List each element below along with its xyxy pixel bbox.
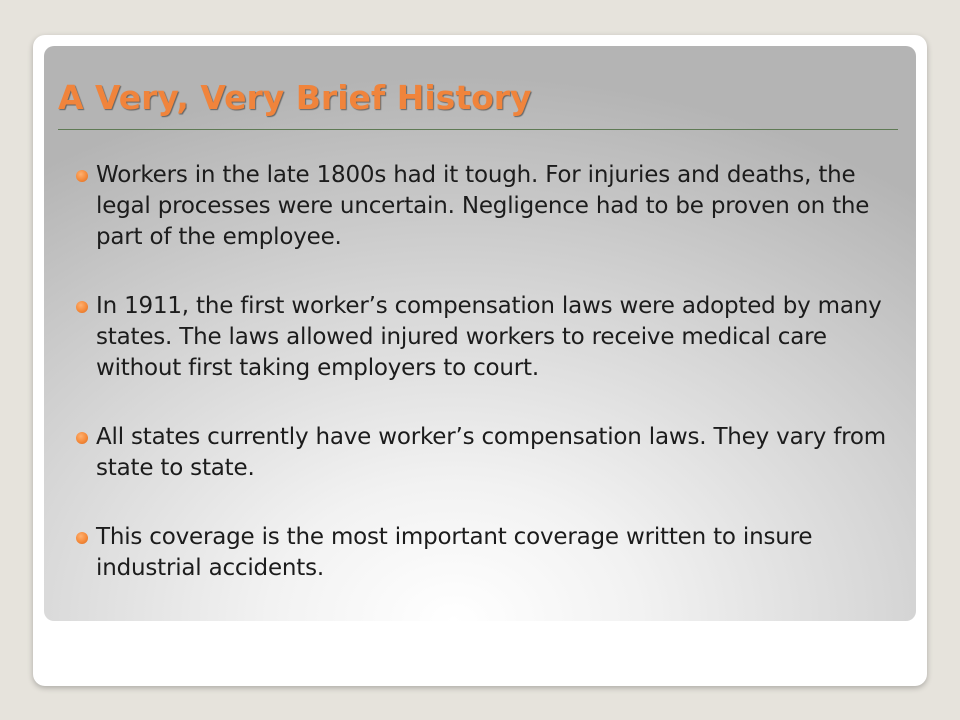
- bullet-text: This coverage is the most important coverage written to insure industrial accidents.: [96, 524, 813, 581]
- bullet-text: In 1911, the first worker’s compensation laws were adopted by many states. The laws allowed injured workers to receive medical care without first taking employers to court.: [96, 293, 882, 381]
- bullet-text: Workers in the late 1800s had it tough. For injuries and deaths, the legal processes were uncertain. Negligence had to be proven on the part of the employee.: [96, 162, 870, 250]
- list-item: [58, 291, 908, 384]
- list-item: [58, 422, 908, 484]
- slide-title: A Very, Very Brief History: [58, 78, 532, 117]
- bullet-dot-icon: [76, 432, 88, 444]
- bullet-list: [58, 160, 908, 584]
- bullet-text: All states currently have worker’s compensation laws. They vary from state to state.: [96, 424, 886, 481]
- bullet-dot-icon: [76, 532, 88, 544]
- bullet-dot-icon: [76, 301, 88, 313]
- title-divider: [58, 129, 898, 130]
- list-item: [58, 160, 908, 253]
- list-item: [58, 522, 908, 584]
- bullet-dot-icon: [76, 170, 88, 182]
